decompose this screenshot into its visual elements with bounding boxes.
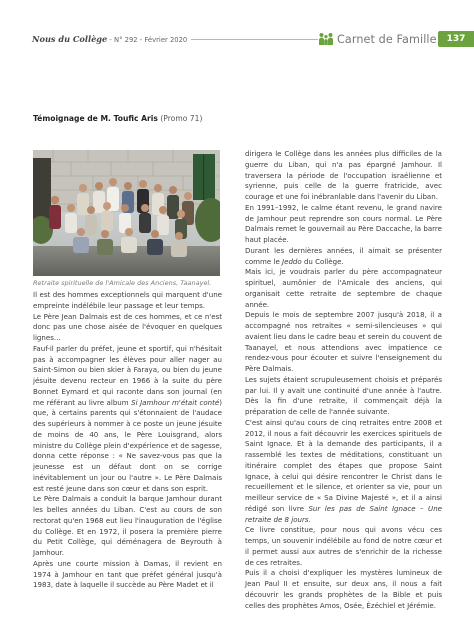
text-run: ) que, à certains parents qui s'étonnaient de l'audace des supérieurs à nommer à ce poste un jeune jésuite de moins de 40 ans, le Père Louisgrand, alors ministre du Collège plein d'expérience et de sagesse, donna cette réponse : « Ne savez-vous pas que la jeunesse est un défaut dont on se corrige inévitablement un jour ou l'autre ». Le Père Dalmais est resté jeune dans son cœur et dans son esprit. [33, 397, 222, 493]
paragraph: Puis il a choisi d'expliquer les mystères lumineux de Jean Paul II et ensuite, sur deux ans, il nous a fait découvrir les grands prophètes de la Bible et puis celles des prophètes Amos, Osée, Ézéchiel et Jérémie. [245, 568, 442, 610]
paragraph: dirigera le Collège dans les années plus difficiles de la guerre du Liban, qui n'a pas épargné Jamhour. Il traversera la période de l'occupation israélienne et syrienne, puis celle de la guerre fratricide, avec courage et une foi inébranlable dans l'avenir du Liban. [245, 149, 442, 201]
paragraph: Le Père Jean Dalmais est de ces hommes, et ce n'est donc pas une chose aisée de l'évoquer en quelques lignes… [33, 311, 222, 342]
article-right-column [245, 149, 442, 611]
page-number: 137 [438, 31, 474, 47]
group-photo-illustration [33, 150, 220, 276]
text-run: Fauf-il parler du préfet, jeune et sportif, qui n'hésitait pas à accompagner les élèves pour aller nager au Saint-Simon ou bien skier à Faraya, ou bien du jeune jésuite devenu recteur en 1966 à la suite du père Bonnet Eymard et qui raconte dans son journal (en me référant au livre album [33, 343, 222, 407]
article-left-column [33, 290, 222, 591]
nickname: Jeddo [282, 256, 302, 266]
book-title: Sur les pas de Saint Ignace – Une retraite de 8 jours. [245, 503, 443, 524]
paragraph: Après une courte mission à Damas, il revient en 1974 à Jamhour en tant que préfet général jusqu'à 1983, date à laquelle il succède au Père Madet et il [33, 558, 222, 590]
text-run: C'est ainsi qu'au cours de cinq retraites entre 2008 et 2012, il nous a fait découvrir les exercices spirituels de Saint Ignace. Et à la demande des participants, il a rassemblé les textes de méditations, constituant un itinéraire complet des étapes que propose Saint Ignace, à celui qui désire rencontrer le Christ dans le recueillement et le silence, et orienter sa vie, pour un meilleur service de « Sa Divine Majesté », et il a ainsi rédigé son livre [245, 417, 442, 513]
section-title: Carnet de Famille [337, 32, 437, 46]
text-run: Durant les dernières années, il aimait se présenter comme le [245, 245, 442, 266]
byline-promo: (Promo 71) [160, 114, 203, 123]
header-publication [32, 30, 191, 48]
photo-caption: Retraite spirituelle de l'Amicale des Anciens, Taanayel. [33, 279, 212, 287]
paragraph [245, 418, 442, 526]
book-title: Si Jamhour m'était conté [131, 397, 220, 407]
paragraph: Ce livre constitue, pour nous qui avons vécu ces temps, un souvenir indélébile au fond de notre cœur et il permet aussi aux autres de s'enrichir de la richesse de ces retraites. [245, 525, 442, 567]
section-heading [318, 29, 437, 49]
paragraph: Il est des hommes exceptionnels qui marquent d'une empreinte indélébile leur passage et leur temps. [33, 290, 222, 310]
byline-author: Témoignage de M. Toufic Aris [33, 114, 158, 123]
group-photo [33, 150, 220, 276]
page-header [0, 28, 474, 50]
paragraph: Mais ici, je voudrais parler du père accompagnateur spirituel, aumônier de l'Amicale des anciens, qui organisait cette retraite de septembre de chaque année. [245, 267, 442, 309]
paragraph: Le Père Dalmais a conduit la barque Jamhour durant les belles années du Liban. C'est au cours de son rectorat qu'en 1968 eut lieu l'inauguration de l'église du Collège. Et en 1972, il posera la première pierre du Petit Collège, qui déménagera de Beyrouth à Jamhour. [33, 494, 222, 557]
paragraph [245, 246, 442, 268]
article-byline [33, 114, 223, 123]
paragraph: Les sujets étaient scrupuleusement choisis et préparés par lui. Il y avait une continuité d'une année à l'autre. Dès la fin d'une retraite, il commençait déjà la préparation de celle de l'année suivante. [245, 374, 442, 416]
text-run: du Collège. [301, 256, 344, 266]
paragraph: Depuis le mois de septembre 2007 jusqu'à 2018, il a accompagné nos retraites « semi-silencieuses » qui avaient lieu dans le cadre beau et serein du couvent de Taanayel, et nous attendions avec impatience ce rendez-vous pour écouter et suivre l'enseignement du Père Dalmais. [245, 310, 442, 373]
family-icon [318, 32, 334, 46]
magazine-title: Nous du Collège [32, 34, 108, 44]
paragraph: En 1991–1992, le calme étant revenu, le grand navire de Jamhour peut reprendre son cours normal. Le Père Dalmais remet le gouvernail au Père Daccache, la barre haut placée. [245, 202, 442, 244]
issue-info: - N° 292 - Février 2020 [107, 36, 188, 44]
paragraph [33, 344, 222, 495]
